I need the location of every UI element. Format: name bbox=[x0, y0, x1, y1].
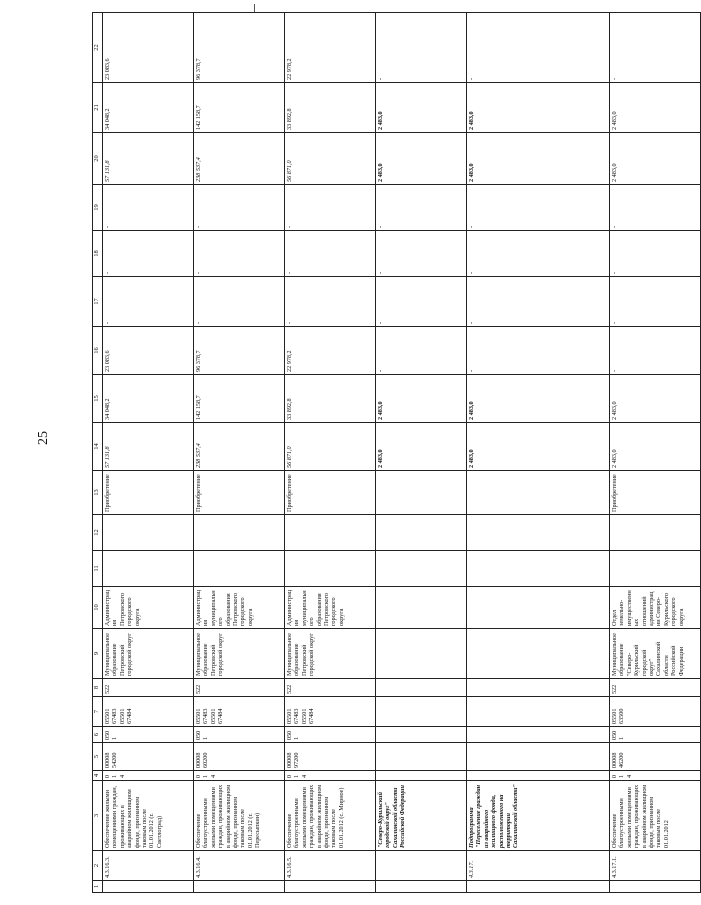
row-name-cell: Подпрограмма "Переселение граждан из аварийного жилищного фонда, расположенного на территории Сахалинской области" bbox=[467, 781, 610, 851]
cell-col-10 bbox=[376, 587, 467, 629]
cell-col-5: 00008 97200 bbox=[285, 743, 376, 771]
cell-col-14: 238 537,4 bbox=[194, 423, 285, 471]
cell-col-12 bbox=[285, 515, 376, 551]
cell-col-11 bbox=[376, 551, 467, 587]
row-index-cell bbox=[467, 881, 610, 893]
table-row bbox=[285, 13, 376, 893]
cell-col-5 bbox=[376, 743, 467, 771]
cell-col-5 bbox=[467, 743, 610, 771]
row-index-cell bbox=[194, 881, 285, 893]
cell-col-9: Муниципальное образование "Северо-Курильский городской округ" Сахалинской области Российской Федерации bbox=[610, 629, 701, 679]
cell-col-9: Муниципальное образование Петровский городской округ bbox=[194, 629, 285, 679]
cell-col-12 bbox=[610, 515, 701, 551]
cell-col-18: - bbox=[285, 231, 376, 277]
column-number: 11 bbox=[93, 551, 103, 587]
cell-col-17: - bbox=[285, 277, 376, 327]
cell-col-11 bbox=[194, 551, 285, 587]
cell-col-13: Приобретение bbox=[194, 471, 285, 515]
cell-col-14: 2 483,0 bbox=[376, 423, 467, 471]
cell-col-17: - bbox=[103, 277, 194, 327]
cell-col-5: 00008 46200 bbox=[610, 743, 701, 771]
row-code-cell: 4.3.17.1. bbox=[610, 851, 701, 881]
row-code-cell bbox=[376, 851, 467, 881]
cell-col-6 bbox=[467, 727, 610, 743]
cell-col-15: 33 892,8 bbox=[285, 375, 376, 423]
cell-col-11 bbox=[610, 551, 701, 587]
cell-col-4: 0 1 4 bbox=[194, 771, 285, 781]
cell-col-15: 2 483,0 bbox=[376, 375, 467, 423]
cell-col-9: Муниципальное образование Петровский городской округ bbox=[103, 629, 194, 679]
program-table bbox=[92, 12, 701, 893]
row-code-cell: 4.3.16.4. bbox=[194, 851, 285, 881]
cell-col-15: 34 048,2 bbox=[103, 375, 194, 423]
cell-col-22: - bbox=[610, 13, 701, 83]
cell-col-20: 57 131,8 bbox=[103, 133, 194, 185]
cell-col-10: Отдел земельно-имущественных отношений администрации Северо-Курильского городского округа bbox=[610, 587, 701, 629]
cell-col-8: 522 bbox=[194, 679, 285, 697]
page-top-mark bbox=[254, 4, 255, 12]
column-number: 15 bbox=[93, 375, 103, 423]
column-number: 14 bbox=[93, 423, 103, 471]
cell-col-19: - bbox=[103, 185, 194, 231]
column-number: 20 bbox=[93, 133, 103, 185]
cell-col-17: - bbox=[610, 277, 701, 327]
cell-col-14: 2 483,0 bbox=[610, 423, 701, 471]
column-number: 5 bbox=[93, 743, 103, 771]
cell-col-5: 00008 54200 bbox=[103, 743, 194, 771]
cell-col-7: 05501 63500 bbox=[610, 697, 701, 727]
cell-col-14: 57 131,8 bbox=[103, 423, 194, 471]
page-number: 25 bbox=[36, 431, 51, 445]
row-name-cell: "Северо-Курильский городской округ" Сахалинской области Российской Федерации bbox=[376, 781, 467, 851]
cell-col-13: Приобретение bbox=[285, 471, 376, 515]
cell-col-7 bbox=[467, 697, 610, 727]
row-index-cell bbox=[103, 881, 194, 893]
cell-col-16: - bbox=[376, 327, 467, 375]
row-name-cell: Обеспечение жилыми помещениями граждан, проживающих в аварийном жилищном фонде, признанном таковым после 01.01.2012 (г. Светлоград) bbox=[103, 781, 194, 851]
cell-col-20: 2 483,0 bbox=[376, 133, 467, 185]
cell-col-16: 96 378,7 bbox=[194, 327, 285, 375]
cell-col-18: - bbox=[467, 231, 610, 277]
cell-col-13 bbox=[376, 471, 467, 515]
column-number: 22 bbox=[93, 13, 103, 83]
cell-col-7 bbox=[376, 697, 467, 727]
cell-col-15: 2 483,0 bbox=[467, 375, 610, 423]
cell-col-8 bbox=[467, 679, 610, 697]
table-row bbox=[103, 13, 194, 893]
table-row bbox=[376, 13, 467, 893]
cell-col-10 bbox=[467, 587, 610, 629]
cell-col-14: 56 871,0 bbox=[285, 423, 376, 471]
cell-col-7: 05501 67483 05501 67484 bbox=[285, 697, 376, 727]
column-number: 4 bbox=[93, 771, 103, 781]
cell-col-22: - bbox=[467, 13, 610, 83]
column-number: 18 bbox=[93, 231, 103, 277]
column-number: 1 bbox=[93, 881, 103, 893]
column-number: 9 bbox=[93, 629, 103, 679]
cell-col-18: - bbox=[610, 231, 701, 277]
cell-col-13 bbox=[467, 471, 610, 515]
cell-col-16: - bbox=[467, 327, 610, 375]
cell-col-4 bbox=[376, 771, 467, 781]
cell-col-20: 2 483,0 bbox=[467, 133, 610, 185]
column-number: 8 bbox=[93, 679, 103, 697]
cell-col-22: 96 378,7 bbox=[194, 13, 285, 83]
cell-col-8: 522 bbox=[610, 679, 701, 697]
row-index-cell bbox=[285, 881, 376, 893]
column-number: 3 bbox=[93, 781, 103, 851]
cell-col-20: 2 483,0 bbox=[610, 133, 701, 185]
cell-col-10: Администрация муниципального образования Петровского городского округа bbox=[285, 587, 376, 629]
cell-col-21: 2 483,0 bbox=[610, 83, 701, 133]
column-number: 6 bbox=[93, 727, 103, 743]
cell-col-16: - bbox=[610, 327, 701, 375]
cell-col-12 bbox=[467, 515, 610, 551]
column-number: 17 bbox=[93, 277, 103, 327]
cell-col-10: Администрация Петровского городского округа bbox=[103, 587, 194, 629]
cell-col-21: 2 483,0 bbox=[376, 83, 467, 133]
cell-col-15: 142 158,7 bbox=[194, 375, 285, 423]
column-number: 19 bbox=[93, 185, 103, 231]
cell-col-11 bbox=[285, 551, 376, 587]
cell-col-17: - bbox=[194, 277, 285, 327]
cell-col-10: Администрация муниципального образования Петровского городского округа bbox=[194, 587, 285, 629]
cell-col-21: 142 158,7 bbox=[194, 83, 285, 133]
cell-col-6: 050 1 bbox=[285, 727, 376, 743]
cell-col-16: 22 978,2 bbox=[285, 327, 376, 375]
cell-col-12 bbox=[103, 515, 194, 551]
cell-col-6 bbox=[376, 727, 467, 743]
rotated-table-region bbox=[92, 33, 685, 893]
column-number: 7 bbox=[93, 697, 103, 727]
cell-col-11 bbox=[103, 551, 194, 587]
cell-col-21: 33 892,8 bbox=[285, 83, 376, 133]
cell-col-9 bbox=[376, 629, 467, 679]
column-number: 12 bbox=[93, 515, 103, 551]
table-row bbox=[610, 13, 701, 893]
cell-col-13: Приобретение bbox=[610, 471, 701, 515]
column-number: 13 bbox=[93, 471, 103, 515]
cell-col-21: 34 048,2 bbox=[103, 83, 194, 133]
cell-col-6: 050 1 bbox=[103, 727, 194, 743]
cell-col-22: - bbox=[376, 13, 467, 83]
cell-col-4: 0 1 4 bbox=[610, 771, 701, 781]
cell-col-6: 050 1 bbox=[610, 727, 701, 743]
cell-col-21: 2 483,0 bbox=[467, 83, 610, 133]
row-code-cell: 4.3.16.3. bbox=[103, 851, 194, 881]
cell-col-8 bbox=[376, 679, 467, 697]
cell-col-20: 56 871,0 bbox=[285, 133, 376, 185]
cell-col-4: 0 1 4 bbox=[285, 771, 376, 781]
cell-col-14: 2 483,0 bbox=[467, 423, 610, 471]
table-row bbox=[194, 13, 285, 893]
cell-col-19: - bbox=[376, 185, 467, 231]
cell-col-12 bbox=[194, 515, 285, 551]
cell-col-11 bbox=[467, 551, 610, 587]
cell-col-18: - bbox=[376, 231, 467, 277]
cell-col-17: - bbox=[467, 277, 610, 327]
cell-col-22: 23 083,6 bbox=[103, 13, 194, 83]
row-index-cell bbox=[610, 881, 701, 893]
cell-col-5: 00008 60200 bbox=[194, 743, 285, 771]
cell-col-22: 22 978,2 bbox=[285, 13, 376, 83]
cell-col-18: - bbox=[194, 231, 285, 277]
row-name-cell: Обеспечение благоустроенными жилыми помещениями граждан, проживающих в аварийном жилищном фонде, признанном таковым после 01.01.2012 bbox=[610, 781, 701, 851]
row-name-cell: Обеспечение благоустроенными жилыми помещениями граждан, проживающих в аварийном жилищном фонде, признанном таковым после 01.01.2012 (с. Мирное) bbox=[285, 781, 376, 851]
cell-col-16: 23 083,6 bbox=[103, 327, 194, 375]
column-number: 2 bbox=[93, 851, 103, 881]
row-index-cell bbox=[376, 881, 467, 893]
column-number: 16 bbox=[93, 327, 103, 375]
cell-col-8: 522 bbox=[285, 679, 376, 697]
cell-col-7: 05501 67483 05501 67484 bbox=[194, 697, 285, 727]
cell-col-19: - bbox=[610, 185, 701, 231]
row-name-cell: Обеспечение благоустроенными жилыми помещениями граждан, проживающих в аварийном жилищном фонде, признанном таковым после 01.01.2012 (г. Пересыпкин) bbox=[194, 781, 285, 851]
cell-col-9: Муниципальное образование Петровский городской округ bbox=[285, 629, 376, 679]
cell-col-15: 2 483,0 bbox=[610, 375, 701, 423]
cell-col-12 bbox=[376, 515, 467, 551]
cell-col-4: 0 1 4 bbox=[103, 771, 194, 781]
cell-col-8: 522 bbox=[103, 679, 194, 697]
column-number: 21 bbox=[93, 83, 103, 133]
row-code-cell: 4.3.17. bbox=[467, 851, 610, 881]
cell-col-13: Приобретение bbox=[103, 471, 194, 515]
cell-col-4 bbox=[467, 771, 610, 781]
cell-col-17: - bbox=[376, 277, 467, 327]
cell-col-6: 050 1 bbox=[194, 727, 285, 743]
column-number-row bbox=[93, 13, 103, 893]
cell-col-20: 238 537,4 bbox=[194, 133, 285, 185]
column-number: 10 bbox=[93, 587, 103, 629]
table-row bbox=[467, 13, 610, 893]
cell-col-18: - bbox=[103, 231, 194, 277]
cell-col-19: - bbox=[467, 185, 610, 231]
cell-col-7: 05501 67483 05501 67484 bbox=[103, 697, 194, 727]
cell-col-19: - bbox=[285, 185, 376, 231]
row-code-cell: 4.3.16.5. bbox=[285, 851, 376, 881]
cell-col-19: - bbox=[194, 185, 285, 231]
cell-col-9 bbox=[467, 629, 610, 679]
